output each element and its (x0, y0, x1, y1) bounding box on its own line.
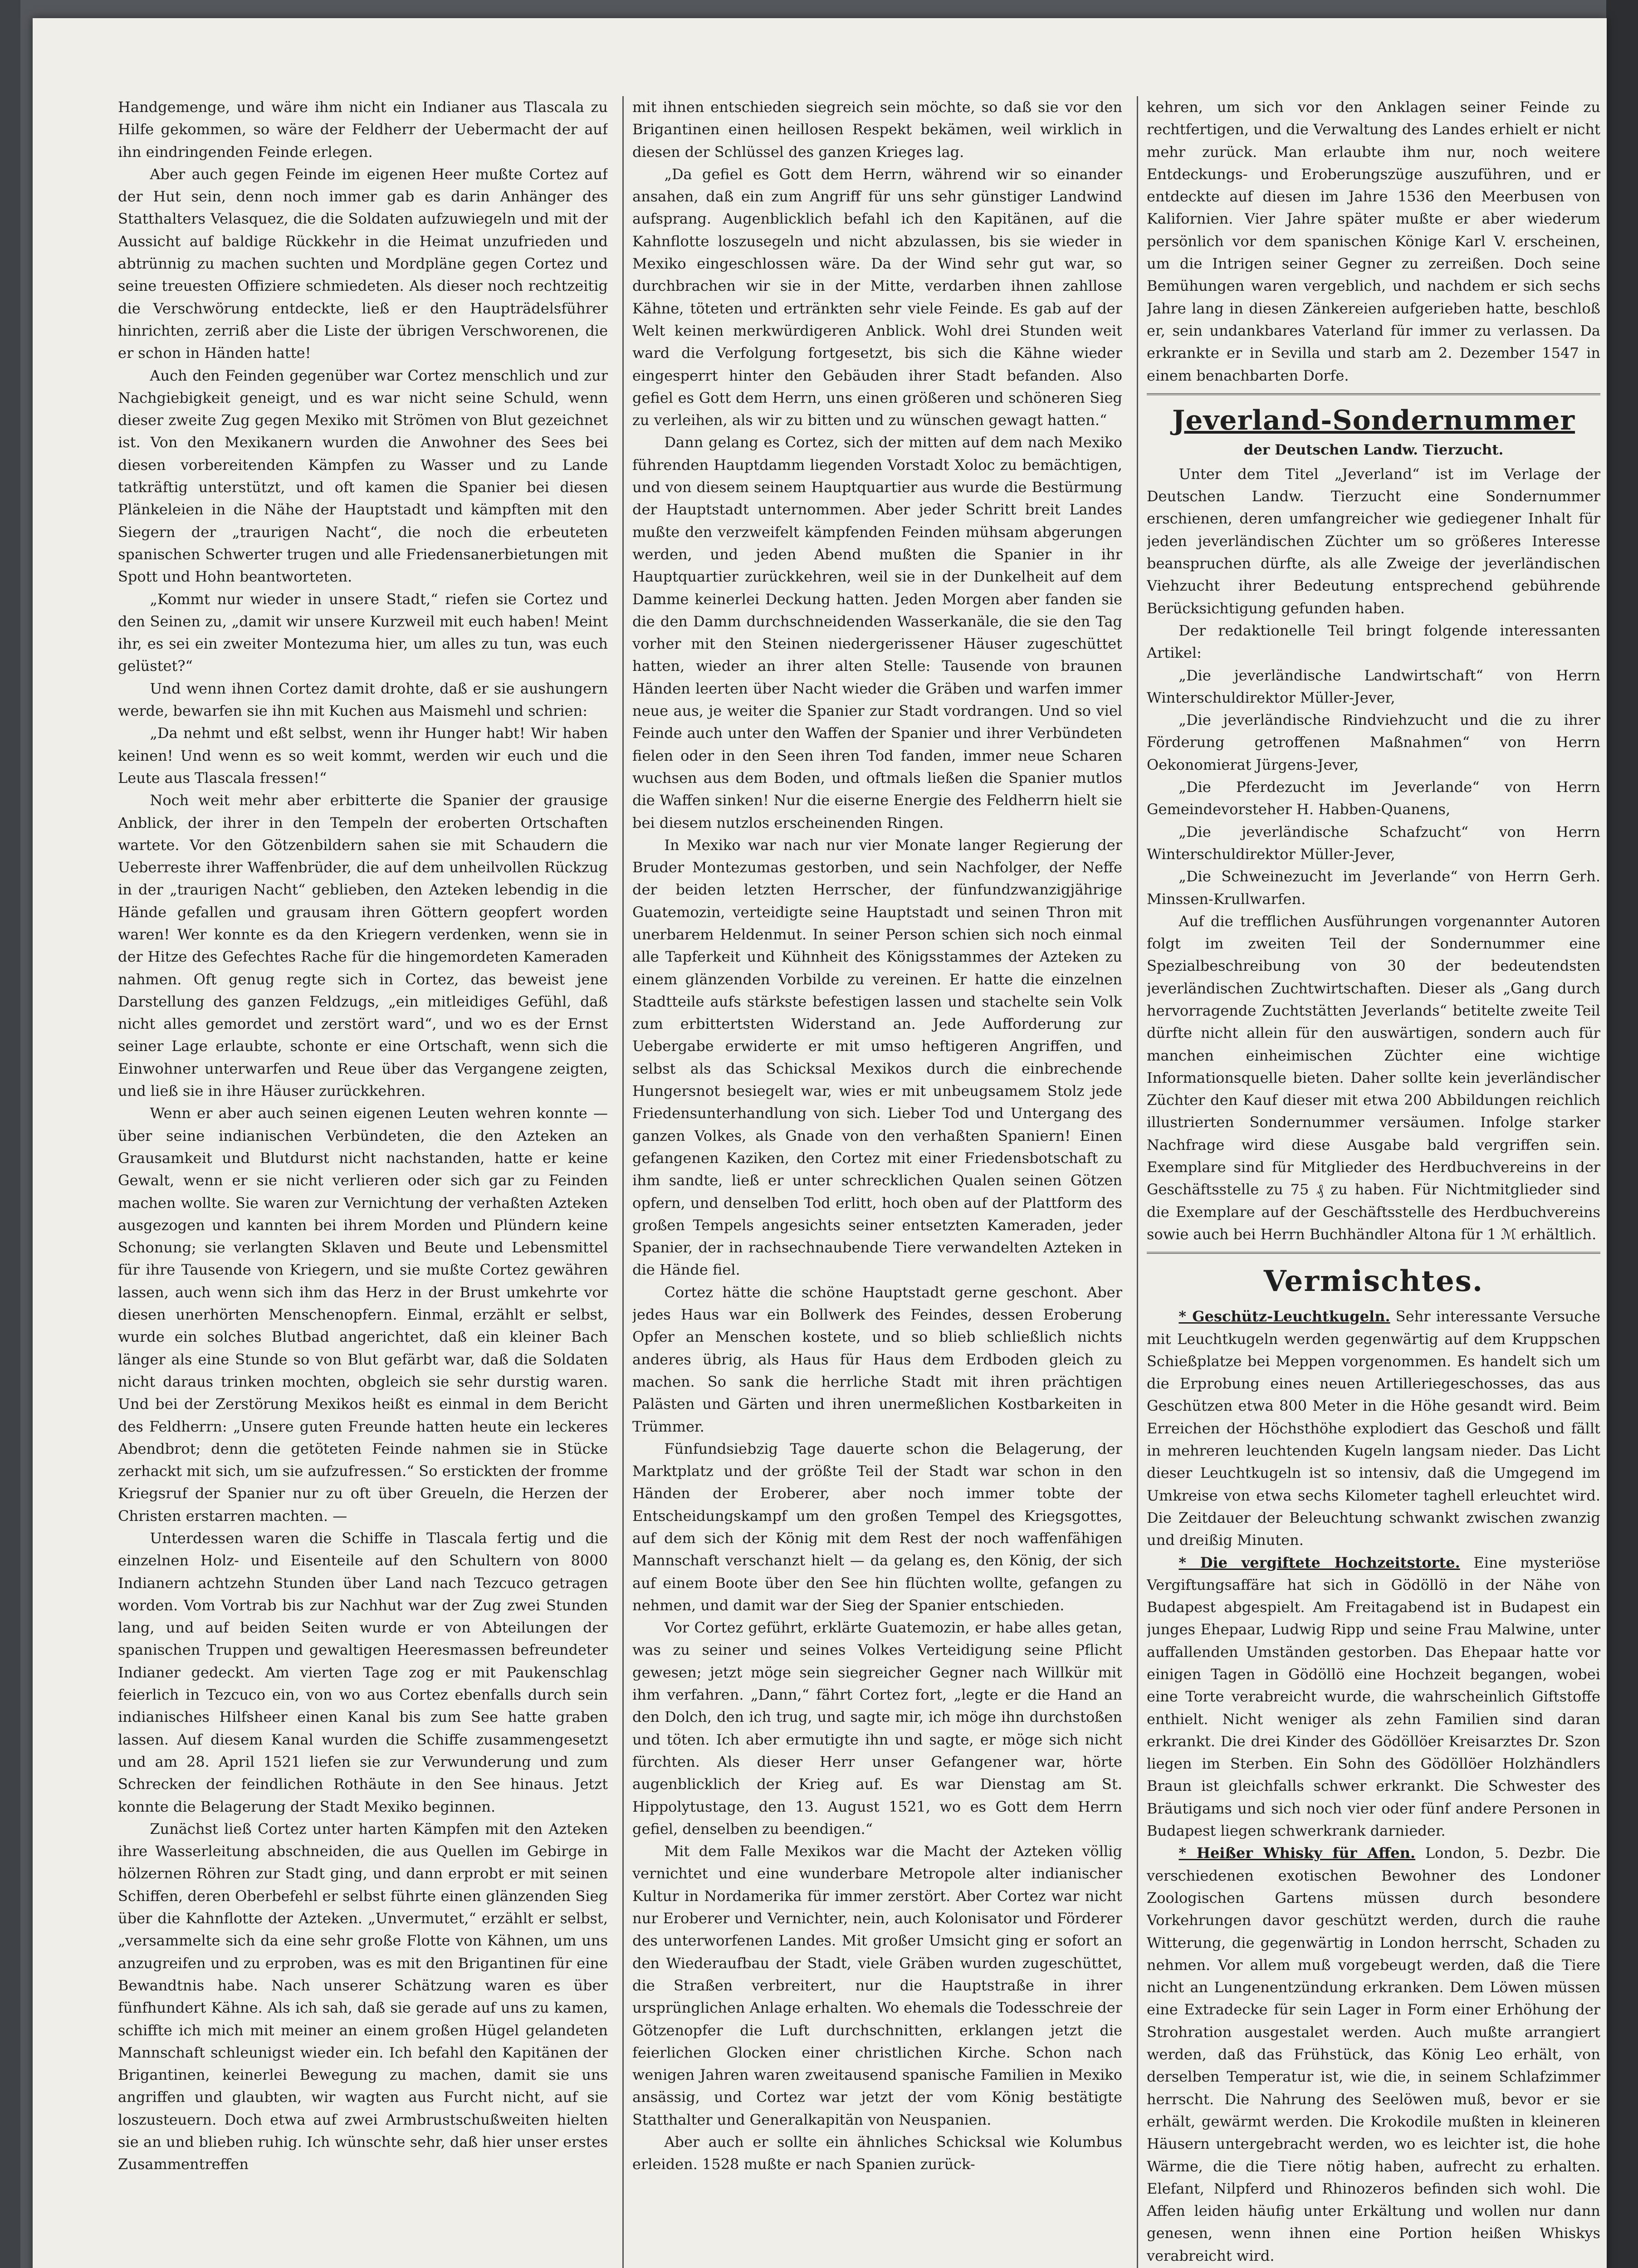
paragraph: Unterdessen waren die Schiffe in Tlascala fertig und die einzelnen Holz- und Eisenteile auf den Schultern von 8000 Indianern achtzehn Stunden über Land nach Tezcuco getragen worden. Vom Vortrab bis zur Nachhut war der Zug zwei Stunden lang, und auf beiden Seiten wurde er von Abteilungen der spanischen Truppen und gewaltigen Heeresmassen befreundeter Indianer gedeckt. Am vierten Tage zog er mit Paukenschlag feierlich in Tezcuco ein, von wo aus Cortez ebenfalls durch sein indianisches Hilfsheer einen Kanal bis zum See hatte graben lassen. Auf diesem Kanal wurden die Schiffe zusammengesetzt und am 28. April 1521 liefen sie zur Verwunderung und zum Schrecken der feindlichen Rothäute in den See hinaus. Jetzt konnte die Belagerung der Stadt Mexiko beginnen. (118, 1530, 608, 1815)
article-column-1 (118, 96, 608, 2268)
jeverland-subtitle: der Deutschen Landw. Tierzucht. (1243, 441, 1504, 458)
news-item-lead: * Die vergiftete Hochzeitstorte. (1178, 1554, 1460, 1571)
paragraph: kehren, um sich vor den Anklagen seiner Feinde zu rechtfertigen, und die Verwaltung des Landes erhielt er nicht mehr zurück. Man erlaubte ihm nur, noch weitere Entdeckungs- und Eroberungszüge auszuführen, und er entdeckte auf diesen im Jahre 1536 den Meerbusen von Kalifornien. Vier Jahre später mußte er aber wiederum persönlich vor dem spanischen Könige Karl V. erscheinen, um die Intrigen seiner Gegner zu zerreißen. Doch seine Bemühungen waren vergeblich, und nachdem er sich sechs Jahre lang in diesen Zänkereien aufgerieben hatte, beschloß er, sein undankbares Vaterland für immer zu verlassen. Da erkrankte er in Sevilla und starb am 2. Dezember 1547 in einem benachbarten Dorfe. (1147, 98, 1600, 384)
paragraph: Und wenn ihnen Cortez damit drohte, daß er sie aushungern werde, bewarfen sie ihn mit Kuchen aus Maismehl und schrien: (118, 679, 608, 720)
paragraph: Unter dem Titel „Jeverland“ ist im Verlage der Deutschen Landw. Tierzucht eine Sondernummer erschienen, deren umfangreicher wie gediegener Inhalt für jeden jeverländischen Züchter um so größeres Interesse beanspruchen dürfte, als alle Zweige der jeverländischen Viehzucht ihrer Bedeutung entsprechend gebührende Berücksichtigung gefunden haben. (1147, 465, 1600, 617)
column-rule (1137, 96, 1138, 2268)
paragraph: „Die Schweinezucht im Jeverlande“ von Herrn Gerh. Minssen-Krullwarfen. (1147, 868, 1600, 908)
news-item-text: London, 5. Dezbr. Die verschiedenen exotischen Bewohner des Londoner Zoologischen Gartens müssen durch besondere Vorkehrungen davor geschützt werden, durch die rauhe Witterung, die gegenwärtig in London herrscht, Schaden zu nehmen. Vor allem muß vorgebeugt werden, daß die Tiere nicht an Lungenentzündung erkranken. Dem Löwen müssen eine Extradecke für sein Lager in Form einer Erhöhung der Strohration ausgestalet werden. Auch mußte arrangiert werden, daß das Frühstück, das König Leo erhält, von derselben Temperatur ist, wie die, in seinem Schlafzimmer herrscht. Die Nahrung des Seelöwen muß, bevor er sie erhält, gewärmt werden. Die Krokodile mußten in kleineren Häusern untergebracht werden, wo es leichter ist, die hohe Wärme, die die Tiere nötig haben, aufrecht zu erhalten. Elefant, Nilpferd und Rhinozeros befinden sich wohl. Die Affen leiden häufig unter Erkältung und wollen nur dann genesen, wenn ihnen eine Portion heißen Whiskys verabreicht wird. (1147, 1844, 1600, 2264)
article-column-3 (1147, 96, 1600, 2268)
paragraph: „Kommt nur wieder in unsere Stadt,“ riefen sie Cortez und den Seinen zu, „damit wir unsere Kurzweil mit euch haben! Meint ihr, es sei ein zweiter Montezuma hier, um alles zu tun, was euch gelüstet?“ (118, 590, 608, 675)
paragraph: Dann gelang es Cortez, sich der mitten auf dem nach Mexiko führenden Hauptdamm liegenden Vorstadt Xoloc zu bemächtigen, und von diesem seinem Hauptquartier aus wurde die Bestürmung der Hauptstadt unternommen. Aber jeder Schritt breit Landes mußte den verzweifelt kämpfenden Feinden mühsam abgerungen werden, und jeden Abend mußten die Spanier in ihr Hauptquartier zurückkehren, weil sie in der Dunkelheit auf dem Damme keinerlei Deckung hatten. Jeden Morgen aber fanden sie die den Damm durchschneidenden Wasserkanäle, die sie den Tag vorher mit den Steinen niedergerissener Häuser zugeschüttet hatten, wieder an ihrer alten Stelle: Tausende von braunen Händen leerten über Nacht wieder die Gräben und warfen immer neue aus, je weiter die Spanier zur Stadt vordrangen. Und so viel Feinde auch unter den Waffen der Spanier und ihrer Verbündeten fielen oder in den Seen ihren Tod fanden, immer neue Scharen wuchsen aus dem Boden, und oftmals ließen die Spanier mutlos die Waffen sinken! Nur die eiserne Energie des Feldherrn hielt sie bei diesem nutzlos erscheinenden Ringen. (632, 434, 1122, 831)
scan-border-left (0, 0, 20, 2268)
news-item-text: Sehr interessante Versuche mit Leuchtkugeln werden gegenwärtig auf dem Kruppschen Schießplatze bei Meppen vorgenommen. Es handelt sich um die Erprobung eines neuen Artilleriegeschosses, das aus Geschützen etwa 800 Meter in die Höhe gesandt wird. Beim Erreichen der Höchsthöhe explodiert das Geschoß und fällt in mehreren leuchtenden Kugeln langsam nieder. Das Licht dieser Leuchtkugeln ist so intensiv, daß die Umgegend im Umkreise von etwa sechs Kilometer taghell erleuchtet wird. Die Zeitdauer der Beleuchtung schwankt zwischen zwanzig und dreißig Minuten. (1147, 1308, 1600, 1549)
paragraph: mit ihnen entschieden siegreich sein möchte, so daß sie vor den Brigantinen einen heillosen Respekt bekämen, weil wirklich in diesen der Schlüssel des ganzen Krieges lag. (632, 98, 1122, 161)
paragraph: Auf die trefflichen Ausführungen vorgenannter Autoren folgt im zweiten Teil der Sondernummer eine Spezialbeschreibung von 30 der bedeutendsten jeverländischen Zuchtwirtschaften. Dieser als „Gang durch hervorragende Zuchtstätten Jeverlands“ betitelte zweite Teil dürfte nicht allein für den auswärtigen, sondern auch für manchen einheimischen Züchter eine wichtige Informationsquelle bieten. Daher sollte kein jeverländischer Züchter den Kauf dieser mit etwa 200 Abbildungen reichlich illustrierten Sondernummer versäumen. Infolge starker Nachfrage wird diese Ausgabe bald vergriffen sein. Exemplare sind für Mitglieder des Herdbuchvereins in der Geschäftsstelle zu 75 ₰ zu haben. Für Nichtmitglieder sind die Exemplare auf der Geschäftsstelle des Herdbuchvereins sowie auch bei Herrn Buchhändler Altona für 1 ℳ erhältlich. (1147, 912, 1600, 1243)
paragraph: Wenn er aber auch seinen eigenen Leuten wehren konnte — über seine indianischen Verbündeten, die den Azteken an Grausamkeit und Blutdurst nicht nachstanden, hatte er keine Gewalt, wenn er sie nicht verlieren oder sich gar zu Feinden machen wollte. Sie waren zur Vernichtung der verhaßten Azteken ausgezogen und kannten bei ihrem Morden und Plündern keine Schonung; sie verlangten Sklaven und Beute und Lebensmittel für ihre Tausende von Kriegern, und sie mußte Cortez gewähren lassen, auch wenn sich ihm das Herz in der Brust umkehrte vor diesen unerhörten Menschenopfern. Einmal, erzählt er selbst, wurde ein solches Blutbad angerichtet, daß ein kleiner Bach länger als eine Stunde so von Blut gefärbt war, daß die Soldaten nicht daraus trinken mochten, obgleich sie sehr durstig waren. Und bei der Zerstörung Mexikos heißt es einmal in dem Bericht des Feldherrn: „Unsere guten Freunde hatten heute ein leckeres Abendbrot; denn die getöteten Feinde nahmen sie in Stücke zerhackt mit sich, um sie aufzufressen.“ So erstickten der fromme Kriegsruf der Spanier nur zu oft über Greueln, die Herzen der Christen erstarren machten. — (118, 1105, 608, 1525)
paragraph: Zunächst ließ Cortez unter harten Kämpfen mit den Azteken ihre Wasserleitung abschneiden, die aus Quellen im Gebirge in hölzernen Röhren zur Stadt ging, und dann erprobt er mit seinen Schiffen, deren Oberbefehl er selbst führte einen glänzenden Sieg über die Kahnflotte der Azteken. „Unvermutet,“ erzählt er selbst, „versammelte sich da eine sehr große Flotte von Kähnen, um uns anzugreifen und zu erproben, was es mit den Brigantinen für eine Bewandtnis habe. Nach unserer Schätzung waren es über fünfhundert Kähne. Als ich sah, daß sie gerade auf uns zu kamen, schiffte ich mich mit meiner an einem großen Hügel gelandeten Mannschaft schleunigst wieder ein. Ich befahl den Kapitänen der Brigantinen, keinerlei Bewegung zu machen, damit sie uns angriffen und glaubten, wir wagten aus Furcht nicht, auf sie loszusteuern. Doch etwa auf zwei Armbrustschußweiten hielten sie an und blieben ruhig. Ich wünschte sehr, daß hier unser erstes Zusammentreffen (118, 1820, 608, 2173)
paragraph: „Die jeverländische Landwirtschaft“ von Herrn Winterschuldirektor Müller-Jever, (1147, 666, 1600, 706)
paragraph: „Da gefiel es Gott dem Herrn, während wir so einander ansahen, daß ein zum Angriff für uns sehr günstiger Landwind aufsprang. Augenblicklich befahl ich den Kapitänen, auf die Kahnflotte loszusegeln und nicht abzulassen, bis sie wieder in Mexiko eingeschlossen wäre. Da der Wind sehr gut war, so durchbrachen wir sie in der Mitte, verdarben ihnen zahllose Kähne, töteten und ertränkten sehr viele Feinde. Es gab auf der Welt keinen merkwürdigeren Anblick. Wohl drei Stunden weit ward die Verfolgung fortgesetzt, bis sich die Kähne wieder eingesperrt hinter den Gebäuden ihrer Stadt befanden. Also gefiel es Gott dem Herrn, uns einen größeren und schöneren Sieg zu verleihen, als wir zu bitten und zu wünschen gewagt hatten.“ (632, 165, 1122, 429)
paragraph: In Mexiko war nach nur vier Monate langer Regierung der Bruder Montezumas gestorben, und sein Nachfolger, der Neffe der beiden letzten Herrscher, der fünfundzwanzigjährige Guatemozin, verteidigte seine Hauptstadt und seinen Thron mit unerbarem Heldenmut. In seiner Person schien sich noch einmal alle Tapferkeit und Kühnheit des Königsstammes der Azteken zu einem glänzenden Vorbilde zu vereinen. Er hatte die einzelnen Stadtteile aufs stärkste befestigen lassen und stachelte sein Volk zum erbittertsten Widerstand an. Jede Aufforderung zur Uebergabe erwiderte er mit umso heftigeren Angriffen, und selbst als das Schicksal Mexikos durch die einbrechende Hungersnot besiegelt war, wies er mit unbeugsamem Stolz jede Friedensunterhandlung von sich. Lieber Tod und Untergang des ganzen Volkes, als Gnade von den verhaßten Spaniern! Einen gefangenen Kaziken, den Cortez mit einer Friedensbotschaft zu ihm sandte, ließ er unter schrecklichen Qualen seinen Götzen opfern, und denselben Tod erlitt, hoch oben auf der Plattform des großen Tempels angesichts seiner entsetzten Kameraden, jeder Spanier, der in rachsechnaubende Tiere verwandelten Azteken in die Hände fiel. (632, 836, 1122, 1279)
paragraph: Mit dem Falle Mexikos war die Macht der Azteken völlig vernichtet und eine wunderbare Metropole alter indianischer Kultur in Nordamerika für immer zerstört. Aber Cortez war nicht nur Eroberer und Vernichter, nein, auch Kolonisator und Förderer des unterworfenen Landes. Mit großer Umsicht ging er sofort an den Wiederaufbau der Stadt, viele Gräben wurden zugeschüttet, die Straßen verbreitert, nur die Hauptstraße in ihrer ursprünglichen Anlage erhalten. Wo ehemals die Todesschreie der Götzenopfer die Luft durchschnitten, erklangen jetzt die feierlichen Glocken einer christlichen Kirche. Schon nach wenigen Jahren waren zweitausend spanische Familien in Mexiko ansässig, und Cortez war jetzt der vom König bestätigte Statthalter und Generalkapitän von Neuspanien. (632, 1843, 1122, 2128)
jeverland-title: Jeverland-Sondernummer (1172, 404, 1575, 436)
news-item (1147, 1305, 1600, 1551)
paragraph: „Die jeverländische Schafzucht“ von Herrn Winterschuldirektor Müller-Jever, (1147, 823, 1600, 863)
paragraph: Cortez hätte die schöne Hauptstadt gerne geschont. Aber jedes Haus war ein Bollwerk des Feindes, dessen Eroberung Opfer an Menschen kostete, und so blieb schließlich nichts anderes übrig, als Haus für Haus dem Erdboden gleich zu machen. So sank die herrliche Stadt mit ihren prächtigen Palästen und Gärten und ihren unermeßlichen Kostbarkeiten in Trümmer. (632, 1283, 1122, 1435)
paragraph: Auch den Feinden gegenüber war Cortez menschlich und zur Nachgiebigkeit geneigt, und es war nicht seine Schuld, wenn dieser zweite Zug gegen Mexiko mit Strömen von Blut gezeichnet ist. Von den Mexikanern wurden die Anwohner des Sees bei diesen vorbereitenden Kämpfen zu Wasser und zu Lande tatkräftig unterstützt, und oft kamen die Spanier bei diesen Plänkeleien in die Nähe der Hauptstadt und kämpften mit den Siegern der „traurigen Nacht“, die noch die erbeuteten spanischen Schwerter trugen und alle Friedensanerbietungen mit Spott und Hohn beantworteten. (118, 367, 608, 586)
newspaper-page (33, 18, 1607, 2268)
paragraph: Handgemenge, und wäre ihm nicht ein Indianer aus Tlascala zu Hilfe gekommen, so wäre der Feldherr der Uebermacht der auf ihn eindringenden Feinde erlegen. (118, 98, 608, 161)
paragraph: Fünfundsiebzig Tage dauerte schon die Belagerung, der Marktplatz und der größte Teil der Stadt war schon in den Händen der Eroberer, aber noch immer tobte der Entscheidungskampf um den großen Tempel des Kriegsgottes, auf dem sich der König mit dem Rest der noch waffenfähigen Mannschaft verschanzt hielt — da gelang es, den König, der sich auf einem Boote über den See hin flüchten wollte, gefangen zu nehmen, und damit war der Sieg der Spanier entschieden. (632, 1440, 1122, 1614)
news-item (1147, 1552, 1600, 1843)
paragraph: „Die Pferdezucht im Jeverlande“ von Herrn Gemeindevorsteher H. Habben-Quanens, (1147, 778, 1600, 818)
article-column-2 (632, 96, 1122, 2268)
paragraph: Der redaktionelle Teil bringt folgende interessanten Artikel: (1147, 621, 1600, 662)
section-divider (1147, 393, 1600, 395)
vermischtes-heading: Vermischtes. (1263, 1264, 1484, 1299)
news-item-lead: * Geschütz-Leuchtkugeln. (1178, 1308, 1390, 1325)
news-item-text: Eine mysteriöse Vergiftungsaffäre hat sich in Gödöllö in der Nähe von Budapest abgespielt. Am Freitagabend ist in Budapest ein junges Ehepaar, Ludwig Ripp und seine Frau Malwine, unter auffallenden Umständen gestorben. Das Ehepaar hatte vor einigen Tagen in Gödöllö eine Hochzeit begangen, wobei eine Torte verabreicht wurde, die wahrscheinlich Giftstoffe enthielt. Nicht weniger als zehn Familien sind daran erkrankt. Die drei Kinder des Gödöllöer Kreisarztes Dr. Szon liegen im Sterben. Ein Sohn des Gödöllöer Holzhändlers Braun ist gleichfalls schwer erkrankt. Die Schwester des Bräutigams und sich noch vier oder fünf andere Personen in Budapest liegen schwerkrank darnieder. (1147, 1554, 1600, 1840)
paragraph: „Die jeverländische Rindviehzucht und die zu ihrer Förderung getroffenen Maßnahmen“ von Herrn Oekonomierat Jürgens-Jever, (1147, 711, 1600, 773)
paragraph: Noch weit mehr aber erbitterte die Spanier der grausige Anblick, der ihrer in den Tempeln der eroberten Ortschaften wartete. Vor den Götzenbildern sahen sie mit Schaudern die Ueberreste ihrer Waffenbrüder, die auf dem unheilvollen Rückzug in der „traurigen Nacht“ geblieben, den Azteken lebendig in die Hände gefallen und grausam ihren Göttern geopfert worden waren! Wer konnte es da den Kriegern verdenken, wenn sie in der Hitze des Gefechtes Rache für die hingemordeten Kameraden nahmen. Oft genug regte sich in Cortez, das beweist jene Darstellung des ganzen Feldzugs, „ein mitleidiges Gefühl, daß nicht alles gemordet und zerstört ward“, und wo es der Ernst seiner Lage erlaubte, schonte er eine Ortschaft, wenn sich die Einwohner unterwarfen und Reue über das Vergangene zeigten, und ließ sie in ihre Häuser zurückkehren. (118, 792, 608, 1100)
column-rule (622, 96, 624, 2268)
jeverland-heading (1147, 403, 1600, 438)
section-divider (1147, 1252, 1600, 1254)
news-item-lead: * Heißer Whisky für Affen. (1178, 1844, 1416, 1862)
paragraph: „Da nehmt und eßt selbst, wenn ihr Hunger habt! Wir haben keinen! Und wenn es so weit kommt, werden wir euch und die Leute aus Tlascala fressen!“ (118, 724, 608, 787)
paragraph: Vor Cortez geführt, erklärte Guatemozin, er habe alles getan, was zu seiner und seines Volkes Verteidigung seine Pflicht gewesen; jetzt möge sein siegreicher Gegner nach Willkür mit ihm verfahren. „Dann,“ fährt Cortez fort, „legte er die Hand an den Dolch, den ich trug, und sagte mir, ich möge ihn durchstoßen und töten. Ich aber ermutigte ihn und sagte, er möge sich nicht fürchten. Als dieser Herr unser Gefangener war, hörte augenblicklich der Krieg auf. Es war Dienstag am St. Hippolytustage, den 13. August 1521, wo es Gott dem Herrn gefiel, denselben zu beendigen.“ (632, 1619, 1122, 1838)
paragraph: Aber auch gegen Feinde im eigenen Heer mußte Cortez auf der Hut sein, denn noch immer gab es darin Anhänger des Statthalters Velasquez, die die Soldaten aufzuwiegeln und mit der Aussicht auf baldige Rückkehr in die Heimat unzufrieden und abtrünnig zu machen suchten und Mordpläne gegen Cortez und seine treuesten Offiziere schmiedeten. Als dieser noch rechtzeitig die Verschwörung entdeckte, ließ er den Haupträdelsführer hinrichten, zerriß aber die Liste der übrigen Verschworenen, die er schon in Händen hatte! (118, 165, 608, 362)
paragraph: Aber auch er sollte ein ähnliches Schicksal wie Kolumbus erleiden. 1528 mußte er nach Spanien zurück- (632, 2133, 1122, 2173)
scan-border-right (1606, 0, 1638, 2268)
news-item (1147, 1842, 1600, 2267)
